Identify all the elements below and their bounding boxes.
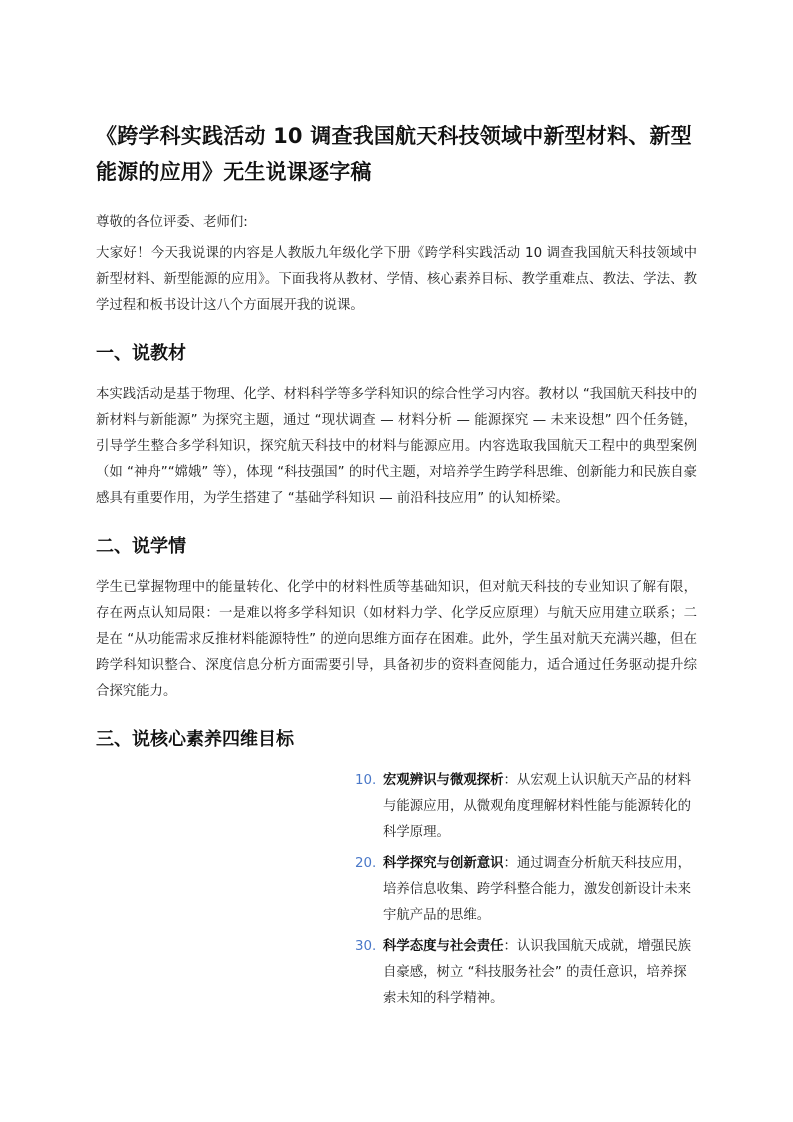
section-heading-students: 二、说学情 <box>96 536 186 557</box>
goal-item <box>355 851 697 929</box>
intro-paragraph: 大家好！今天我说课的内容是人教版九年级化学下册《跨学科实践活动 10 调查我国航天科技领域中新型材料、新型能源的应用》。下面我将从教材、学情、核心素养目标、教学重难点、教法、学法、教学过程和板书设计这八个方面展开我的说课。 <box>96 246 697 313</box>
section-heading-textbook: 一、说教材 <box>96 343 186 364</box>
goal-title: 宏观辨识与微观探析 <box>383 773 504 788</box>
goals-list <box>96 768 697 1012</box>
goal-number: 20. <box>355 856 377 871</box>
goal-title: 科学探究与创新意识 <box>383 856 504 871</box>
goal-number: 30. <box>355 939 377 954</box>
goal-text: ：从宏观上认识航天产品的材料与能源应用，从微观角度理解材料性能与能源转化的科学原理。 <box>383 773 691 840</box>
greeting: 尊敬的各位评委、老师们: <box>96 215 248 230</box>
goal-item <box>355 768 697 846</box>
goal-item <box>355 934 697 1012</box>
section-text-textbook: 本实践活动是基于物理、化学、材料科学等多学科知识的综合性学习内容。教材以 “我国航天科技中的新材料与新能源” 为探究主题，通过 “现状调查 — 材料分析 — 能源探究 — 未来设想” 四个任务链，引导学生整合多学科知识，探究航天科技中的材料与能源应用。内容选取我国航天工程中的典型案例（如 “神舟”“嫦娥” 等），体现 “科技强国” 的时代主题，对培养学生跨学科思维、创新能力和民族自豪感具有重要作用，为学生搭建了 “基础学科知识 — 前沿科技应用” 的认知桥梁。 <box>96 387 697 506</box>
section-heading-goals: 三、说核心素养四维目标 <box>96 729 294 750</box>
document-title: 《跨学科实践活动 10 调查我国航天科技领域中新型材料、新型能源的应用》无生说课逐字稿 <box>96 124 692 184</box>
goal-title: 科学态度与社会责任 <box>383 939 504 954</box>
section-text-students: 学生已掌握物理中的能量转化、化学中的材料性质等基础知识，但对航天科技的专业知识了解有限，存在两点认知局限：一是难以将多学科知识（如材料力学、化学反应原理）与航天应用建立联系；二是在 “从功能需求反推材料能源特性” 的逆向思维方面存在困难。此外，学生虽对航天充满兴趣，但在跨学科知识整合、深度信息分析方面需要引导，具备初步的资料查阅能力，适合通过任务驱动提升综合探究能力。 <box>96 580 697 699</box>
goal-text: ：认识我国航天成就，增强民族自豪感，树立 “科技服务社会” 的责任意识，培养探索未知的科学精神。 <box>383 939 691 1006</box>
goal-number: 10. <box>355 773 377 788</box>
goal-text: ：通过调查分析航天科技应用，培养信息收集、跨学科整合能力，激发创新设计未来宇航产品的思维。 <box>383 856 691 923</box>
